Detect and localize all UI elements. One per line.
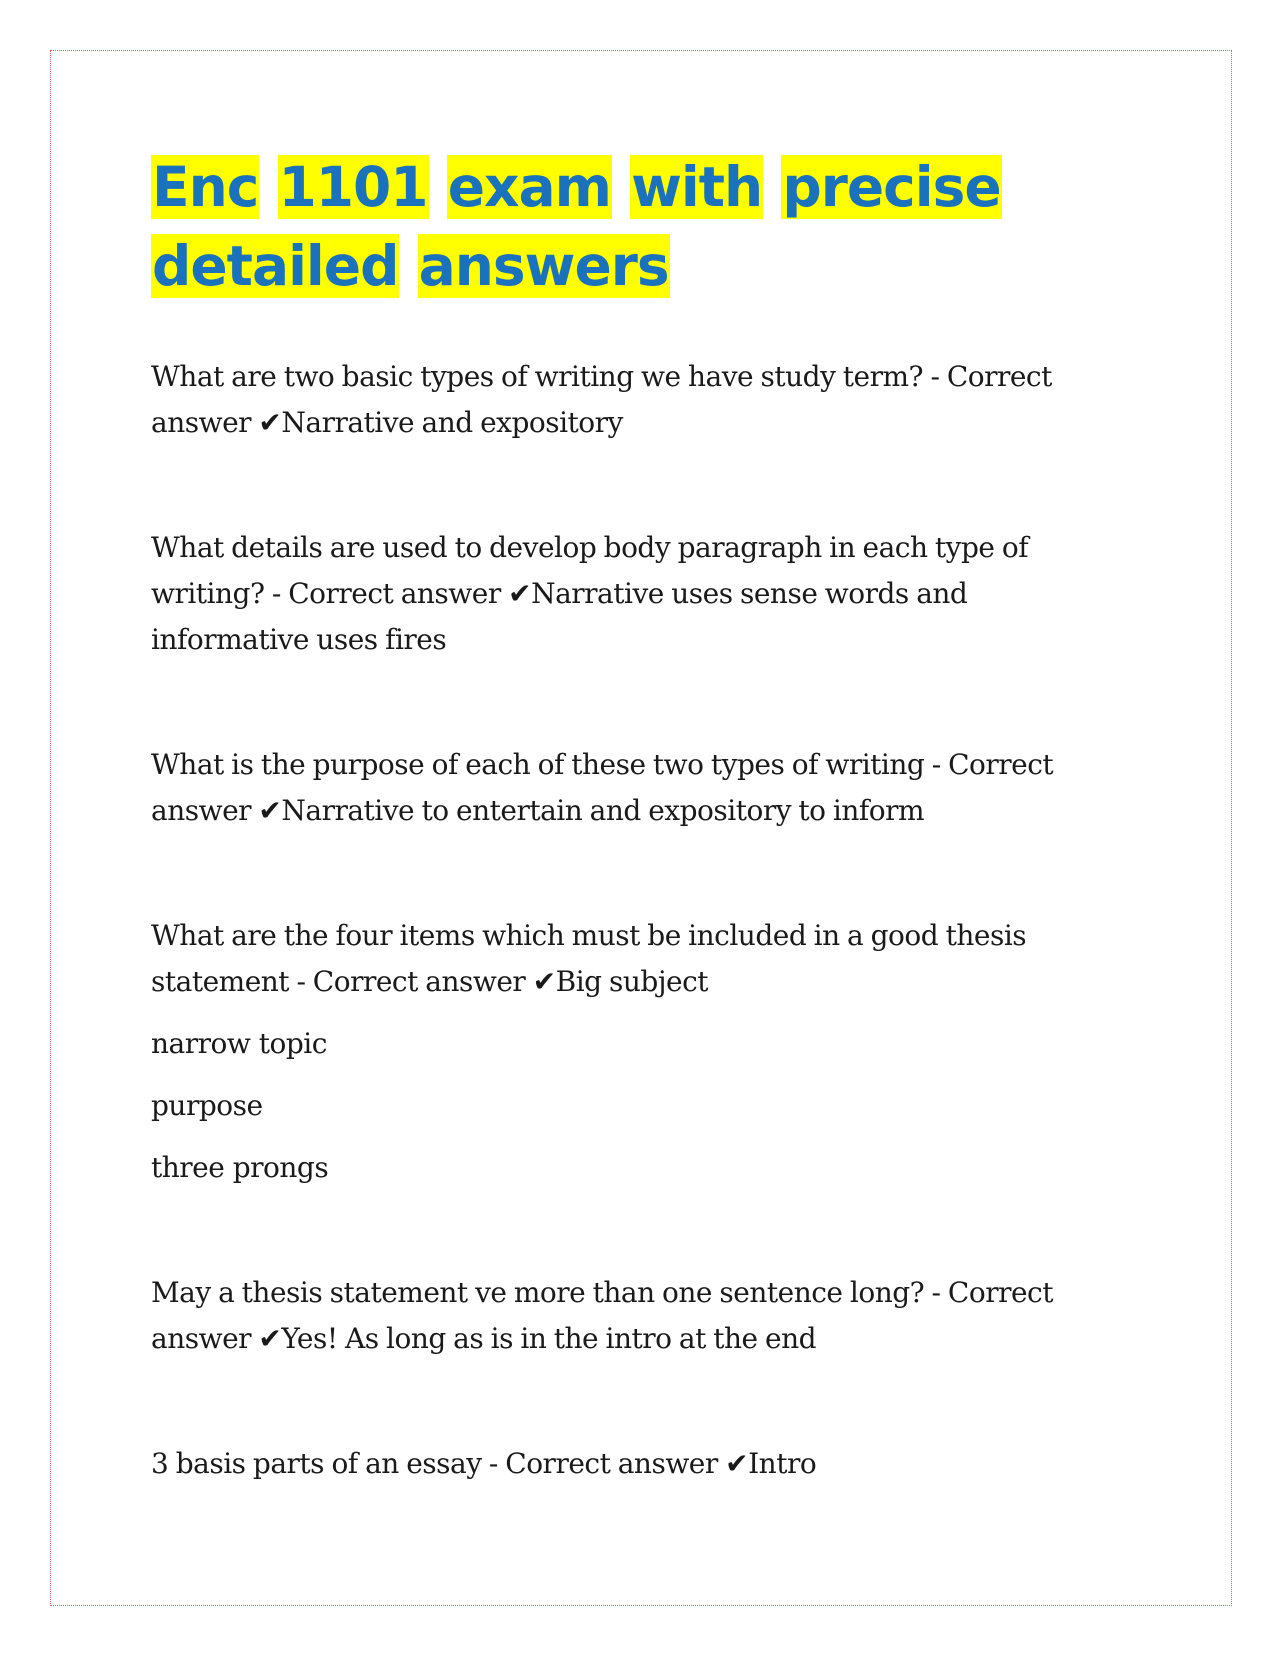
qa-item: May a thesis statement ve more than one sentence long? - Correct answer ✔Yes! As long as is in the intro at the end: [151, 1276, 1053, 1355]
document-content: [151, 148, 1091, 1487]
title-word: exam: [447, 155, 611, 219]
title-word: answers: [418, 234, 669, 298]
title-word: precise: [782, 155, 1001, 219]
answer-line: narrow topic: [151, 1027, 327, 1060]
qa-item: What details are used to develop body paragraph in each type of writing? - Correct answer ✔Narrative uses sense words and informative uses fires: [151, 531, 1029, 656]
document-title: [151, 148, 1091, 306]
qa-item: 3 basis parts of an essay - Correct answer ✔Intro: [151, 1447, 817, 1480]
title-word: Enc: [152, 155, 259, 219]
answer-line: three prongs: [151, 1151, 329, 1184]
title-word: with: [631, 155, 763, 219]
qa-item: What are the four items which must be included in a good thesis statement - Correct answer ✔Big subject: [151, 919, 1027, 998]
qa-item: What are two basic types of writing we have study term? - Correct answer ✔Narrative and expository: [151, 360, 1052, 439]
title-word: 1101: [278, 155, 428, 219]
title-word: detailed: [152, 234, 399, 298]
qa-item: What is the purpose of each of these two types of writing - Correct answer ✔Narrative to entertain and expository to inform: [151, 748, 1054, 827]
answer-line: purpose: [151, 1089, 263, 1122]
